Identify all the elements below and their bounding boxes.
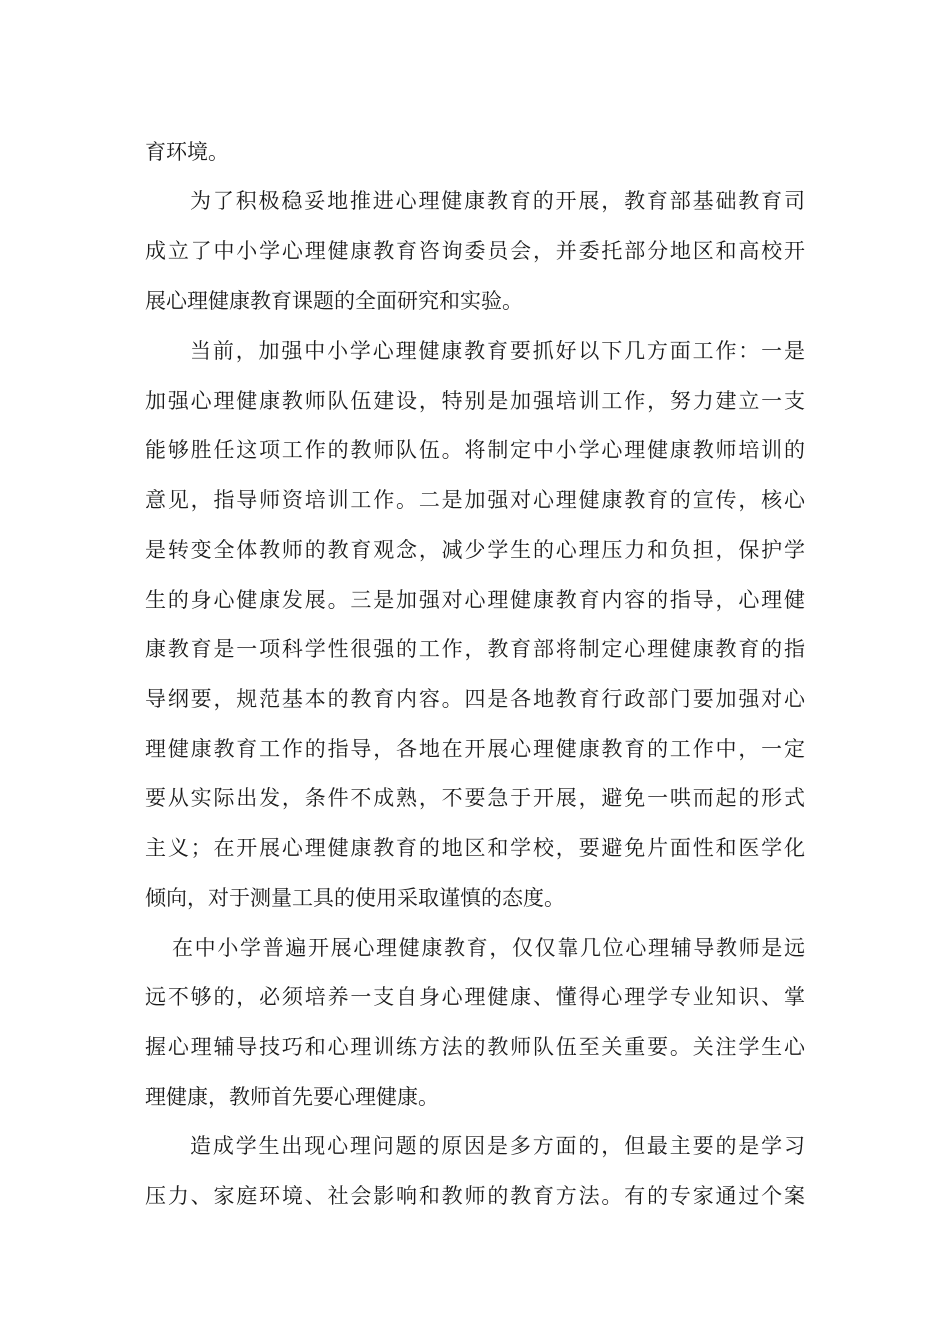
text-line: 成立了中小学心理健康教育咨询委员会，并委托部分地区和高校开 [145, 239, 805, 263]
text-line: 在中小学普遍开展心理健康教育，仅仅靠几位心理辅导教师是远 [172, 936, 805, 960]
text-line: 压力、家庭环境、社会影响和教师的教育方法。有的专家通过个案 [145, 1184, 805, 1208]
text-line: 倾向，对于测量工具的使用采取谨慎的态度。 [145, 886, 565, 910]
text-line: 理健康教育工作的指导，各地在开展心理健康教育的工作中，一定 [145, 737, 805, 761]
text-line: 理健康，教师首先要心理健康。 [145, 1085, 439, 1109]
text-line: 造成学生出现心理问题的原因是多方面的，但最主要的是学习 [190, 1134, 805, 1158]
text-line: 主义；在开展心理健康教育的地区和学校，要避免片面性和医学化 [145, 836, 805, 860]
text-line: 握心理辅导技巧和心理训练方法的教师队伍至关重要。关注学生心 [145, 1035, 805, 1059]
text-line: 加强心理健康教师队伍建设，特别是加强培训工作，努力建立一支 [145, 389, 805, 413]
text-line: 生的身心健康发展。三是加强对心理健康教育内容的指导，心理健 [145, 588, 805, 612]
text-line: 康教育是一项科学性很强的工作，教育部将制定心理健康教育的指 [145, 637, 805, 661]
text-line: 导纲要，规范基本的教育内容。四是各地教育行政部门要加强对心 [145, 687, 805, 711]
text-line: 是转变全体教师的教育观念，减少学生的心理压力和负担，保护学 [145, 538, 805, 562]
text-line: 育环境。 [145, 140, 229, 164]
text-line: 展心理健康教育课题的全面研究和实验。 [145, 289, 523, 313]
text-line: 意见，指导师资培训工作。二是加强对心理健康教育的宣传，核心 [145, 488, 805, 512]
text-line: 能够胜任这项工作的教师队伍。将制定中小学心理健康教师培训的 [145, 438, 805, 462]
text-line: 当前，加强中小学心理健康教育要抓好以下几方面工作：一是 [190, 339, 805, 363]
text-line: 为了积极稳妥地推进心理健康教育的开展，教育部基础教育司 [190, 189, 805, 213]
text-line: 要从实际出发，条件不成熟，不要急于开展，避免一哄而起的形式 [145, 786, 805, 810]
text-line: 远不够的，必须培养一支自身心理健康、懂得心理学专业知识、掌 [145, 985, 805, 1009]
